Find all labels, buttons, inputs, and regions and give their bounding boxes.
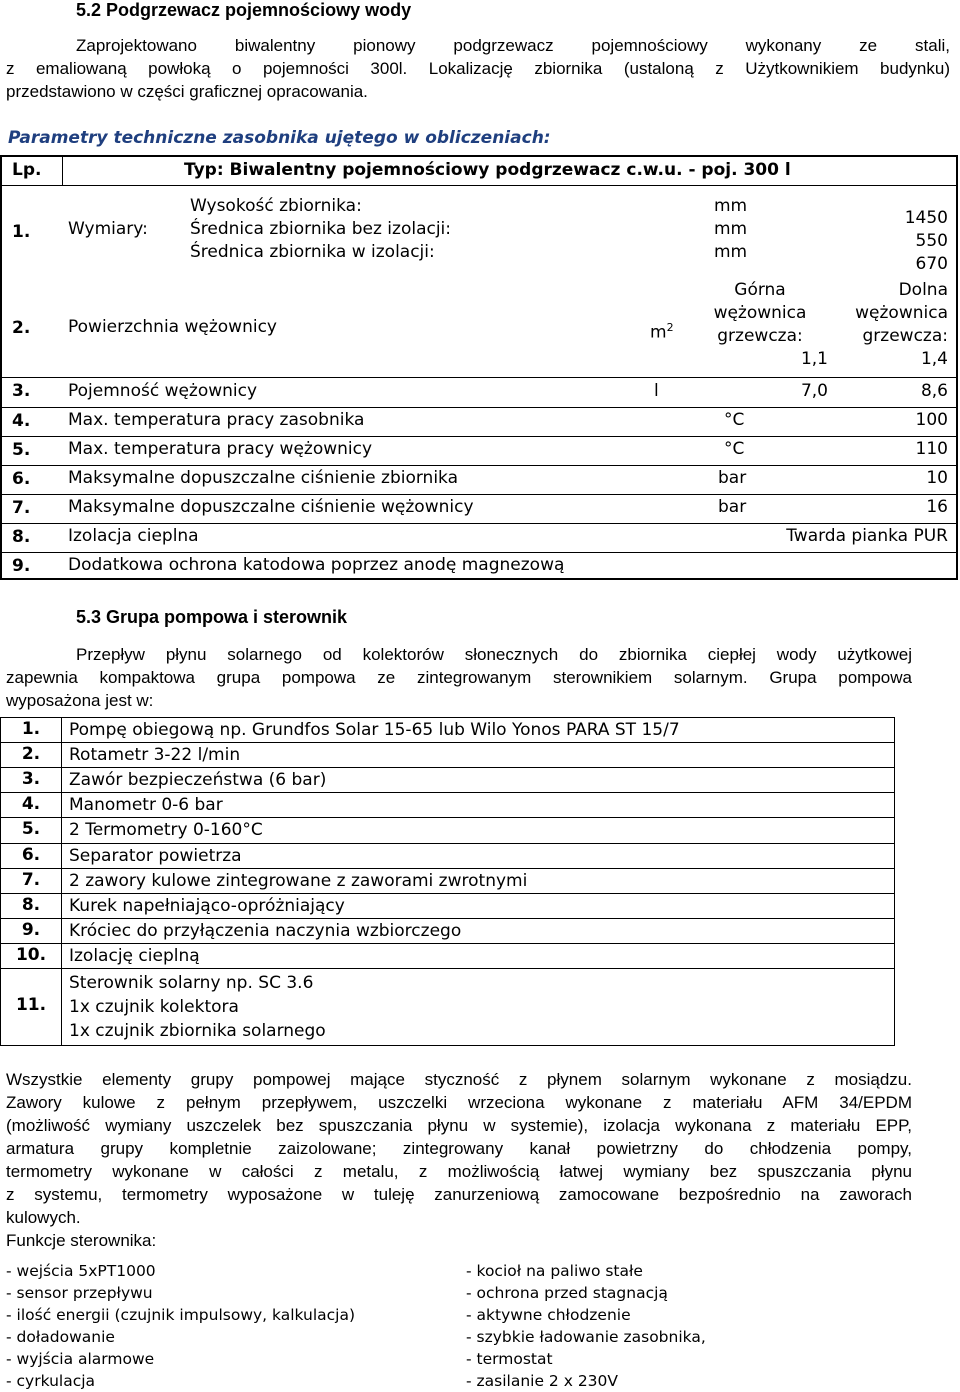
paragraph-line: Zawory kulowe z pełnym przepływem, uszczelki wrzeciona wykonane z materiału AFM 34/EPDM [6, 1093, 912, 1112]
divider [2, 494, 956, 495]
list-item: - wejścia 5xPT1000 [6, 1262, 156, 1280]
row-8-number: 8. [12, 527, 31, 547]
row-text: 2 zawory kulowe zintegrowane z zaworami zwrotnymi [69, 871, 528, 891]
row-4-label: Max. temperatura pracy zasobnika [68, 410, 365, 430]
row-2-unit [650, 316, 674, 345]
desc-diameter-bare: Średnica zbiornika bez izolacji: [190, 219, 452, 239]
desc-diameter-insulated: Średnica zbiornika w izolacji: [190, 242, 435, 262]
paragraph-line: Zaprojektowano biwalentny pionowy podgrzewacz pojemnościowy wykonany ze stali, [76, 36, 950, 55]
row-number: 6. [21, 845, 41, 865]
row-text: Izolację cieplną [69, 946, 200, 966]
row-6-number: 6. [12, 469, 31, 489]
list-item: - ochrona przed stagnacją [466, 1284, 668, 1302]
table-row [1, 944, 894, 969]
row-text: Króciec do przyłączenia naczynia wzbiorczego [69, 921, 462, 941]
row-number: 10. [15, 945, 47, 965]
row-7-number: 7. [12, 498, 31, 518]
row-number: 7. [21, 870, 41, 890]
paragraph-line: (możliwość wymiany uszczelek bez spuszczania płynu w systemie), izolacja wykonana z materiału EPP, [6, 1116, 912, 1135]
value: 550 [915, 231, 948, 251]
row-8-value: Twarda pianka PUR [786, 526, 948, 546]
row-5-number: 5. [12, 440, 31, 460]
row-4-value: 100 [915, 410, 948, 430]
unit: mm [714, 196, 748, 216]
coil-line: Górna [734, 280, 786, 300]
table-row [1, 894, 894, 919]
row-text: Pompę obiegową np. Grundfos Solar 15-65 lub Wilo Yonos PARA ST 15/7 [69, 720, 680, 740]
list-item: - aktywne chłodzenie [466, 1306, 631, 1324]
divider [2, 465, 956, 466]
row-3-value-upper: 7,0 [800, 381, 828, 401]
table-row [1, 793, 894, 818]
row-text: Zawór bezpieczeństwa (6 bar) [69, 770, 327, 790]
row-1-desc [190, 195, 451, 264]
paragraph-line: z systemu, termometry wyposażone w tuleję zanurzeniową zamocowane bezpośrednio na zaworach [6, 1185, 912, 1204]
params-table [0, 155, 958, 580]
paragraph-line: z emaliowaną powłoką o pojemności 300l. Lokalizację zbiornika (ustaloną z Użytkownikiem budynku) [6, 59, 950, 78]
row-6-unit: bar [718, 468, 747, 488]
row-text: Manometr 0-6 bar [69, 795, 223, 815]
row-9-number: 9. [12, 556, 31, 576]
paragraph-line: Wszystkie elementy grupy pompowej mające styczność z płynem solarnym wykonane z mosiądzu. [6, 1070, 912, 1089]
row-8-label: Izolacja cieplna [68, 526, 199, 546]
desc-height: Wysokość zbiornika: [190, 196, 362, 216]
coil-line: Dolna [898, 280, 948, 300]
section-5-3-title: 5.3 Grupa pompowa i sterownik [76, 607, 348, 627]
row-6-value: 10 [926, 468, 948, 488]
coil-line: wężownica [855, 303, 948, 323]
paragraph-line: wyposażona jest w: [6, 691, 154, 710]
functions-list-left [6, 1260, 355, 1392]
table-row [1, 743, 894, 768]
unit-base: m [650, 322, 667, 343]
table-row [1, 969, 894, 1045]
lower-coil [828, 279, 948, 371]
coil-line: wężownica [713, 303, 807, 323]
value: 1450 [904, 208, 948, 228]
equipment-table [0, 717, 895, 1046]
coil-line: grzewcza: [862, 326, 948, 346]
row-5-label: Max. temperatura pracy wężownicy [68, 439, 373, 459]
paragraph-line: armatura grupy kompletnie zaizolowane; zintegrowany kanał powietrzny do chłodzenia pompy, [6, 1139, 912, 1158]
list-item: - cyrkulacja [6, 1372, 96, 1390]
row-3-number: 3. [12, 381, 31, 401]
row-number: 1. [21, 719, 41, 739]
row-3-label: Pojemność wężownicy [68, 381, 258, 401]
divider [2, 377, 956, 378]
divider [2, 436, 956, 437]
row-7-label: Maksymalne dopuszczalne ciśnienie wężownicy [68, 497, 474, 517]
functions-heading: Funkcje sterownika: [6, 1231, 157, 1250]
paragraph-line: zapewnia kompaktowa grupa pompowa ze zintegrowanym sterownikiem solarnym. Grupa pompowa [6, 668, 912, 687]
row-4-unit: °C [724, 410, 745, 430]
table-row [1, 844, 894, 869]
table-row [1, 768, 894, 793]
unit: mm [714, 242, 748, 262]
list-item: - sensor przepływu [6, 1284, 153, 1302]
row-text-line: Sterownik solarny np. SC 3.6 [69, 973, 314, 993]
table-row [1, 869, 894, 894]
row-7-value: 16 [926, 497, 948, 517]
row-1-number: 1. [12, 222, 31, 242]
row-text-line: 1x czujnik kolektora [69, 997, 239, 1017]
list-item: - termostat [466, 1350, 553, 1368]
row-5-unit: °C [724, 439, 745, 459]
row-6-label: Maksymalne dopuszczalne ciśnienie zbiornika [68, 468, 459, 488]
row-7-unit: bar [718, 497, 747, 517]
section-5-3-paragraph [6, 643, 912, 712]
unit: mm [714, 219, 748, 239]
row-3-value-lower: 8,6 [920, 381, 948, 401]
row-number: 8. [21, 895, 41, 915]
row-text-line: 1x czujnik zbiornika solarnego [69, 1021, 326, 1041]
divider [2, 523, 956, 524]
section-5-2-title: 5.2 Podgrzewacz pojemnościowy wody [76, 0, 412, 20]
coil-line: grzewcza: [717, 326, 803, 346]
row-text: 2 Termometry 0-160°C [69, 820, 263, 840]
row-text [69, 971, 326, 1043]
row-1-values [905, 207, 948, 276]
divider [2, 407, 956, 408]
row-3-unit: l [654, 381, 659, 401]
paragraph-line: termometry wykonane w całości z metalu, z możliwością łatwej wymiany bez spuszczania płynu [6, 1162, 912, 1181]
table-row [1, 818, 894, 844]
divider [2, 552, 956, 553]
header-type: Typ: Biwalentny pojemnościowy podgrzewacz c.w.u. - poj. 300 l [184, 160, 791, 180]
coil-value: 1,4 [920, 349, 948, 369]
row-2-number: 2. [12, 318, 31, 338]
paragraph-line: kulowych. [6, 1208, 81, 1227]
list-item: - doładowanie [6, 1328, 115, 1346]
params-table-header [2, 157, 956, 186]
row-number: 4. [21, 794, 41, 814]
row-5-value: 110 [915, 439, 948, 459]
upper-coil [692, 279, 828, 371]
row-1-units [714, 195, 747, 264]
list-item: - wyjścia alarmowe [6, 1350, 155, 1368]
paragraph-line: Przepływ płynu solarnego od kolektorów słonecznych do zbiornika ciepłej wody użytkowej [76, 645, 912, 664]
row-number: 9. [21, 920, 41, 940]
list-item: - szybkie ładowanie zasobnika, [466, 1328, 706, 1346]
row-number: 3. [21, 769, 41, 789]
row-2-label: Powierzchnia wężownicy [68, 317, 277, 337]
table-row [1, 919, 894, 944]
row-9-label: Dodatkowa ochrona katodowa poprzez anodę magnezową [68, 555, 565, 575]
divider [62, 157, 63, 185]
params-heading: Parametry techniczne zasobnika ujętego w obliczeniach: [8, 128, 551, 148]
row-1-label: Wymiary: [68, 219, 148, 239]
value: 670 [915, 254, 948, 274]
section-5-2-paragraph [6, 34, 950, 103]
unit-exponent: 2 [666, 321, 674, 334]
list-item: - ilość energii (czujnik impulsowy, kalkulacja) [6, 1306, 356, 1324]
row-text: Kurek napełniająco-opróżniający [69, 896, 345, 916]
row-number: 11. [15, 995, 47, 1015]
row-text: Separator powietrza [69, 846, 242, 866]
functions-list-right [466, 1260, 706, 1392]
closing-paragraph [6, 1068, 912, 1252]
table-row [1, 718, 894, 743]
list-item: - zasilanie 2 x 230V [466, 1372, 619, 1390]
header-lp: Lp. [12, 160, 42, 180]
coil-value: 1,1 [800, 349, 828, 369]
row-number: 5. [21, 819, 41, 839]
paragraph-line: przedstawiono w części graficznej opracowania. [6, 82, 368, 101]
list-item: - kocioł na paliwo stałe [466, 1262, 643, 1280]
row-4-number: 4. [12, 411, 31, 431]
row-text: Rotametr 3-22 l/min [69, 745, 241, 765]
row-number: 2. [21, 744, 41, 764]
